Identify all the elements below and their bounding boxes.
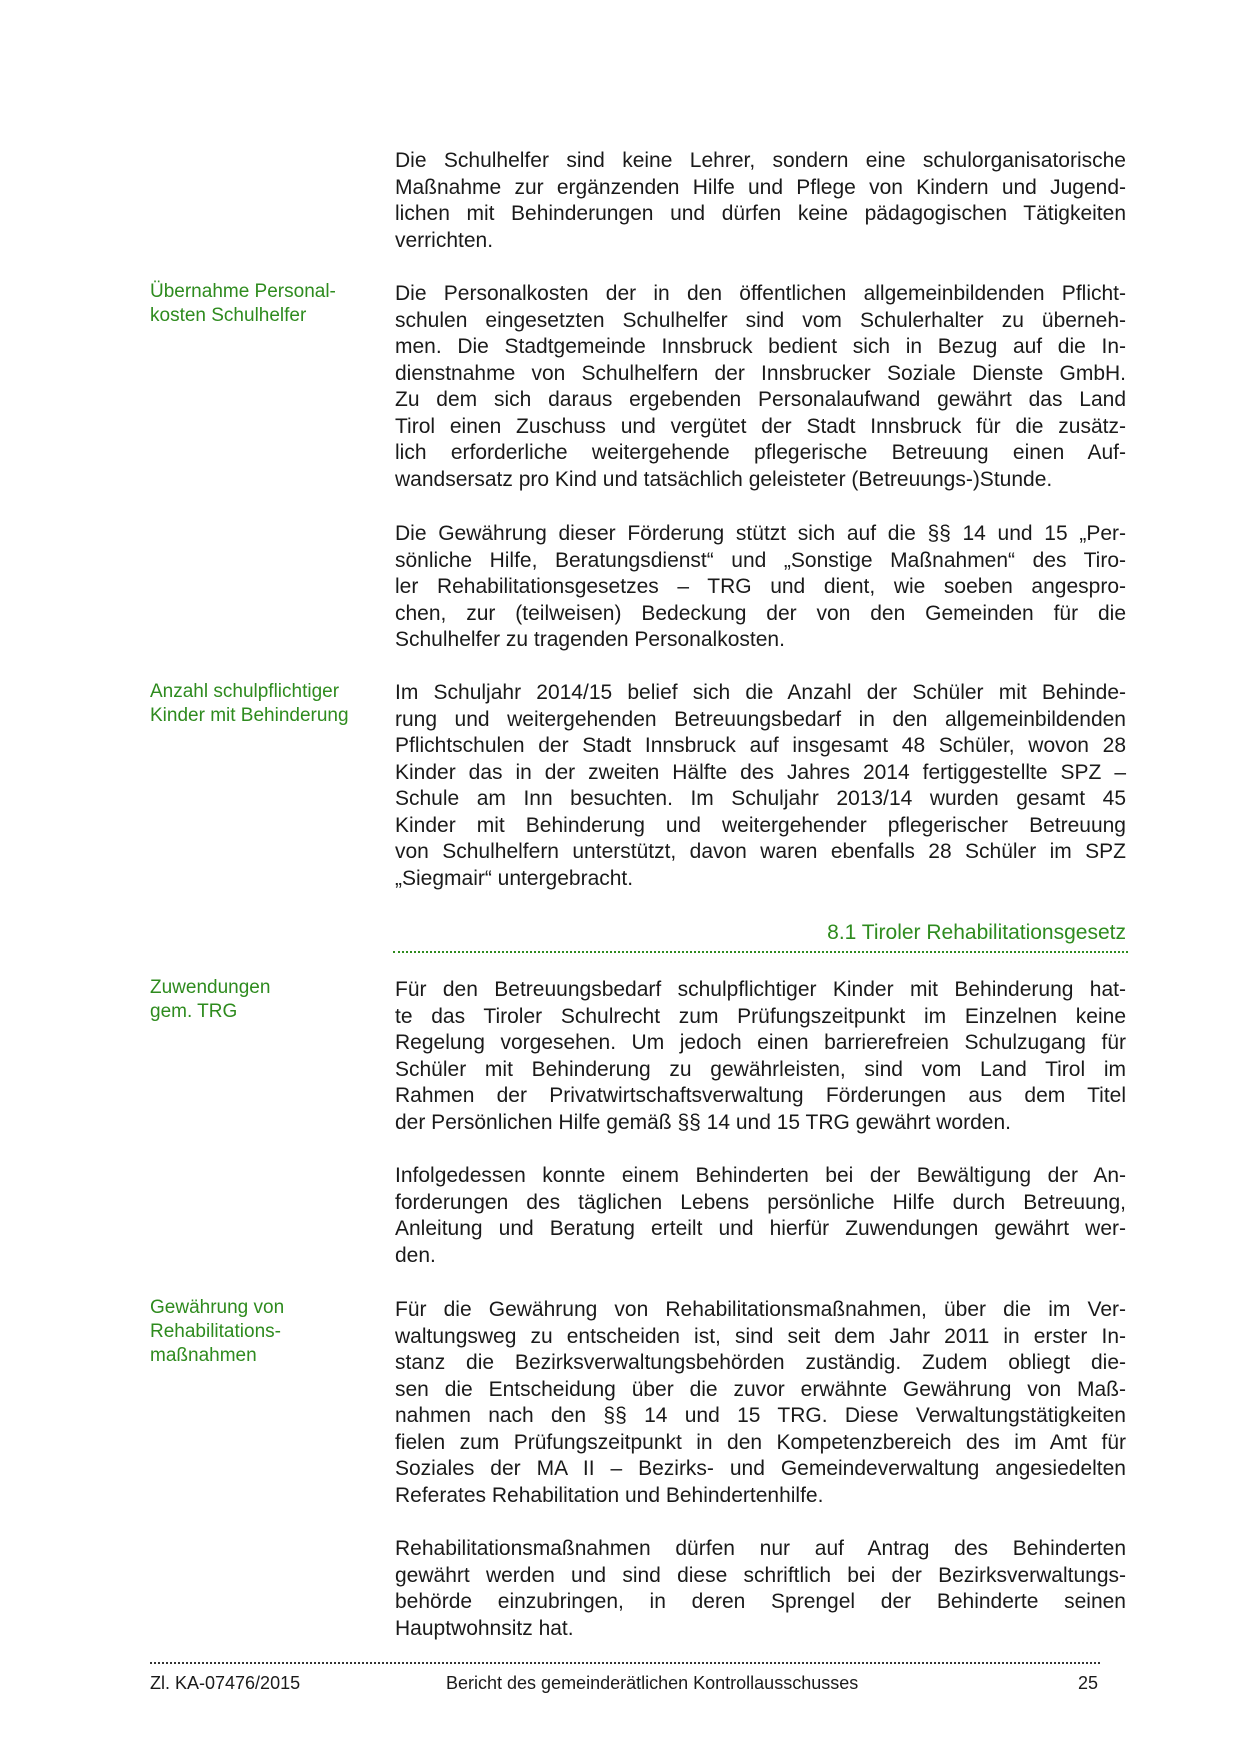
text-line: Im Schuljahr 2014/15 belief sich die Anzahl der Schüler mit Behinde-: [395, 681, 1126, 704]
text-line: Die Personalkosten der in den öffentlichen allgemeinbildenden Pflicht-: [395, 282, 1126, 305]
text-line: lichen mit Behinderungen und dürfen keine pädagogischen Tätigkeiten: [395, 202, 1126, 225]
text-line: Soziales der MA II – Bezirks- und Gemeindeverwaltung angesiedelten: [395, 1457, 1126, 1480]
text-line: Maßnahme zur ergänzenden Hilfe und Pflege von Kindern und Jugend-: [395, 175, 1126, 199]
side-label-line: Gewährung von: [150, 1297, 285, 1318]
page-number: 25: [1078, 1673, 1099, 1693]
side-label-line: Zuwendungen: [150, 977, 271, 998]
side-label-line: gem. TRG: [150, 1001, 238, 1022]
text-line: men. Die Stadtgemeinde Innsbruck bedient sich in Bezug auf die In-: [395, 335, 1126, 358]
text-line: Kinder das in der zweiten Hälfte des Jahres 2014 fertiggestellte SPZ –: [395, 760, 1126, 784]
text-line: chen, zur (teilweisen) Bedeckung der von den Gemeinden für die: [395, 601, 1126, 625]
paragraph-competence: [395, 1297, 1126, 1509]
section-divider: [393, 951, 1128, 953]
text-line: Die Gewährung dieser Förderung stützt sich auf die §§ 14 und 15 „Per-: [395, 522, 1126, 545]
text-line: Rehabilitationsmaßnahmen dürfen nur auf Antrag des Behinderten: [395, 1537, 1126, 1560]
text-line: Schule am Inn besuchten. Im Schuljahr 2013/14 wurden gesamt 45: [395, 787, 1126, 810]
text-line: forderungen des täglichen Lebens persönliche Hilfe durch Betreuung,: [395, 1190, 1126, 1214]
text-line: waltungsweg zu entscheiden ist, sind seit dem Jahr 2011 in erster In-: [395, 1324, 1126, 1348]
side-label-rehab-measures: [150, 1296, 380, 1368]
footer-reference: Zl. KA-07476/2015: [150, 1673, 301, 1693]
paragraph-pupil-count: [395, 680, 1126, 892]
side-label-line: Kinder mit Behinderung: [150, 705, 349, 726]
text-line: von Schulhelfern unterstützt, davon waren ebenfalls 28 Schüler im SPZ: [395, 840, 1126, 863]
text-line: behörde einzubringen, in deren Sprengel der Behinderte seinen: [395, 1590, 1126, 1613]
text-line: den.: [395, 1243, 436, 1267]
text-line: Infolgedessen konnte einem Behinderten bei der Bewältigung der An-: [395, 1164, 1126, 1187]
side-label-line: Anzahl schulpflichtiger: [150, 681, 340, 702]
side-label-pupil-count: [150, 680, 380, 728]
paragraph-personnel-costs: [395, 281, 1126, 493]
text-line: sönliche Hilfe, Beratungsdienst“ und „Sonstige Maßnahmen“ des Tiro-: [395, 548, 1126, 572]
text-line: verrichten.: [395, 228, 494, 252]
footer-divider: [150, 1662, 1100, 1664]
text-line: Zu dem sich daraus ergebenden Personalaufwand gewährt das Land: [395, 388, 1126, 411]
text-line: ler Rehabilitationsgesetzes – TRG und dient, wie soeben angespro-: [395, 575, 1126, 598]
text-line: Schulhelfer zu tragenden Personalkosten.: [395, 628, 785, 651]
text-line: Schüler mit Behinderung zu gewährleisten, sind vom Land Tirol im: [395, 1057, 1126, 1081]
text-line: Referates Rehabilitation und Behindertenhilfe.: [395, 1483, 824, 1507]
paragraph-funding-basis: [395, 521, 1126, 654]
side-label-grants: [150, 976, 380, 1024]
text-line: Hauptwohnsitz hat.: [395, 1616, 574, 1640]
paragraph-care-needs: [395, 977, 1126, 1136]
section-heading: 8.1 Tiroler Rehabilitationsgesetz: [827, 921, 1126, 944]
text-line: Die Schulhelfer sind keine Lehrer, sondern eine schulorganisatorische: [395, 149, 1126, 172]
footer-title: Bericht des gemeinderätlichen Kontrollausschusses: [446, 1673, 859, 1693]
text-line: dienstnahme von Schulhelfern der Innsbrucker Soziale Dienste GmbH.: [395, 361, 1126, 385]
side-label-personnel-costs: [150, 280, 380, 328]
paragraph-personal-help: [395, 1163, 1126, 1269]
text-line: fielen zum Prüfungszeitpunkt in den Kompetenzbereich des im Amt für: [395, 1430, 1126, 1454]
text-line: rung und weitergehenden Betreuungsbedarf in den allgemeinbildenden: [395, 707, 1126, 731]
text-line: lich erforderliche weitergehende pflegerische Betreuung einen Auf-: [395, 441, 1126, 464]
text-line: Anleitung und Beratung erteilt und hierfür Zuwendungen gewährt wer-: [395, 1217, 1126, 1240]
side-label-line: Übernahme Personal-: [150, 281, 336, 302]
text-line: Für den Betreuungsbedarf schulpflichtiger Kinder mit Behinderung hat-: [395, 978, 1126, 1001]
side-label-line: kosten Schulhelfer: [150, 305, 307, 326]
text-line: gewährt werden und sind diese schriftlich bei der Bezirksverwaltungs-: [395, 1563, 1126, 1587]
paragraph-schulhelfer-role: [395, 148, 1126, 254]
text-line: der Persönlichen Hilfe gemäß §§ 14 und 15 TRG gewährt worden.: [395, 1110, 1011, 1134]
text-line: „Siegmair“ untergebracht.: [395, 866, 634, 890]
text-line: Kinder mit Behinderung und weitergehender pflegerischer Betreuung: [395, 813, 1126, 837]
text-line: Regelung vorgesehen. Um jedoch einen barrierefreien Schulzugang für: [395, 1031, 1126, 1054]
text-line: Für die Gewährung von Rehabilitationsmaßnahmen, über die im Ver-: [395, 1298, 1126, 1321]
text-line: nahmen nach den §§ 14 und 15 TRG. Diese Verwaltungstätigkeiten: [395, 1404, 1126, 1427]
text-line: wandsersatz pro Kind und tatsächlich geleisteter (Betreuungs-)Stunde.: [395, 467, 1053, 491]
text-line: Rahmen der Privatwirtschaftsverwaltung Förderungen aus dem Titel: [395, 1084, 1126, 1107]
text-line: Tirol einen Zuschuss und vergütet der Stadt Innsbruck für die zusätz-: [395, 414, 1126, 438]
text-line: Pflichtschulen der Stadt Innsbruck auf insgesamt 48 Schüler, wovon 28: [395, 734, 1126, 757]
text-line: te das Tiroler Schulrecht zum Prüfungszeitpunkt im Einzelnen keine: [395, 1004, 1126, 1028]
text-line: sen die Entscheidung über die zuvor erwähnte Gewährung von Maß-: [395, 1377, 1126, 1401]
paragraph-application: [395, 1536, 1126, 1642]
side-label-line: Rehabilitations-: [150, 1321, 281, 1342]
side-label-line: maßnahmen: [150, 1345, 257, 1366]
text-line: stanz die Bezirksverwaltungsbehörden zuständig. Zudem obliegt die-: [395, 1351, 1126, 1374]
text-line: schulen eingesetzten Schulhelfer sind vom Schulerhalter zu überneh-: [395, 308, 1126, 332]
